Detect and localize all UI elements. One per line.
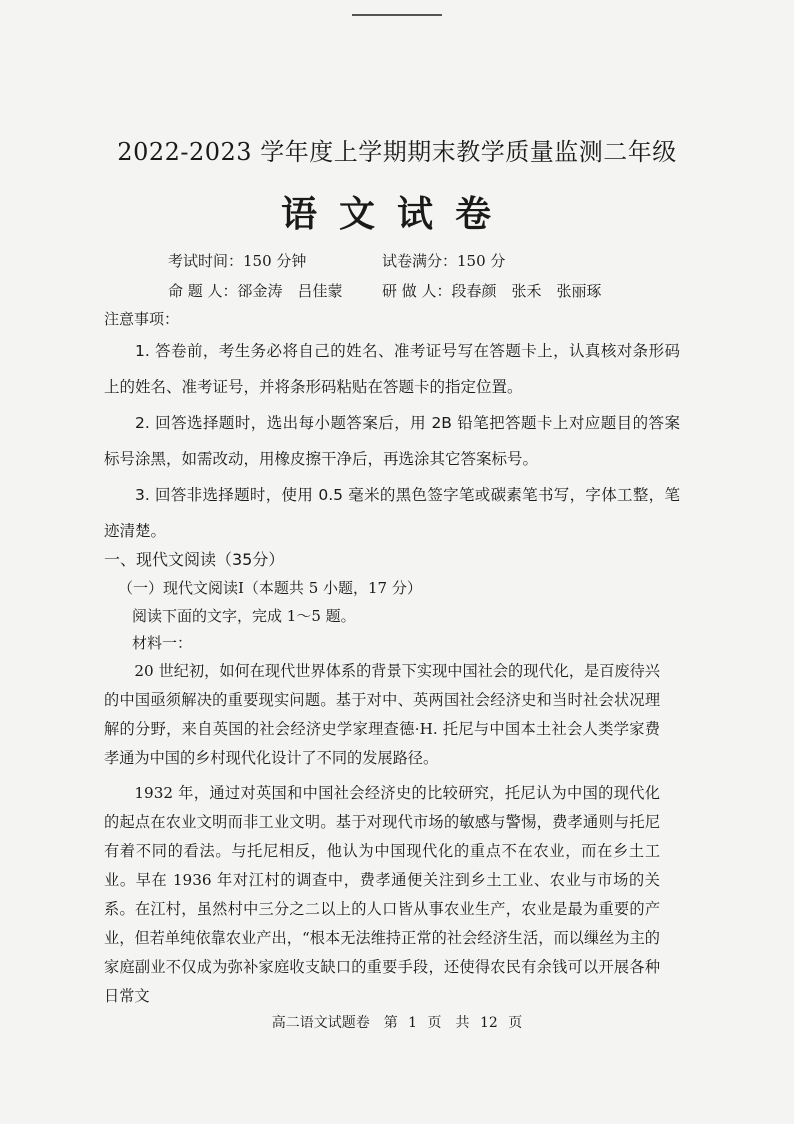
section-heading: 一、现代文阅读（35分） bbox=[104, 550, 285, 569]
reading-instruction: 阅读下面的文字，完成 1～5 题。 bbox=[132, 607, 356, 625]
full-score: 试卷满分：150 分 bbox=[382, 252, 506, 270]
body-paragraph: 1932 年，通过对英国和中国社会经济史的比较研究，托尼认为中国的现代化的起点在农业文明而非工业文明。基于对现代市场的敏感与警惕，费孝通则与托尼有着不同的看法。与托尼相反，他认为中国现代化的重点不在农业，而在乡土工业。早在 1936 年对江村的调查中，费孝通便关注到乡土工业、农业与市场的关系。在江村，虽然村中三分之二以上的人口皆从事农业生产，农业是最为重要的产业，但若单纯依靠农业产出，“根本无法维持正常的社会经济生活，而以缫丝为主的家庭副业不仅成为弥补家庭收支缺口的重要手段，还使得农民有余钱可以开展各种日常文 bbox=[104, 784, 660, 1005]
notice-item: 1. 答卷前，考生务必将自己的姓名、准考证号写在答题卡上，认真核对条形码上的姓名、准考证号，并将条形码粘贴在答题卡的指定位置。 bbox=[104, 342, 680, 396]
notice-item: 2. 回答选择题时，选出每小题答案后，用 2B 铅笔把答题卡上对应题目的答案标号涂黑，如需改动，用橡皮擦干净后，再选涂其它答案标号。 bbox=[104, 414, 680, 468]
authors: 命 题 人：郤金涛 吕佳蒙 bbox=[168, 282, 343, 300]
body-paragraph: 20 世纪初，如何在现代世界体系的背景下实现中国社会的现代化，是百废待兴的中国亟须解决的重要现实问题。基于对中、英两国社会经济史和当时社会状况理解的分野，来自英国的社会经济史学家理查德·H. 托尼与中国本土社会人类学家费孝通为中国的乡村现代化设计了不同的发展路径。 bbox=[104, 662, 660, 767]
exam-title: 语文试卷 bbox=[280, 193, 513, 235]
exam-time: 考试时间：150 分钟 bbox=[168, 252, 307, 270]
notice-heading: 注意事项： bbox=[104, 310, 180, 328]
notice-item: 3. 回答非选择题时，使用 0.5 毫米的黑色签字笔或碳素笔书写，字体工整，笔迹清楚。 bbox=[104, 486, 680, 540]
subsection-heading: （一）现代文阅读Ⅰ（本题共 5 小题，17 分） bbox=[118, 579, 422, 597]
page-footer: 高二语文试题卷 第 1 页 共 12 页 bbox=[271, 1015, 523, 1031]
exam-subtitle: 2022-2023 学年度上学期期末教学质量监测二年级 bbox=[117, 138, 677, 166]
reviewers: 研 做 人：段春颜 张禾 张丽琢 bbox=[382, 282, 602, 300]
top-rule bbox=[352, 14, 442, 16]
material-label: 材料一： bbox=[132, 634, 193, 652]
